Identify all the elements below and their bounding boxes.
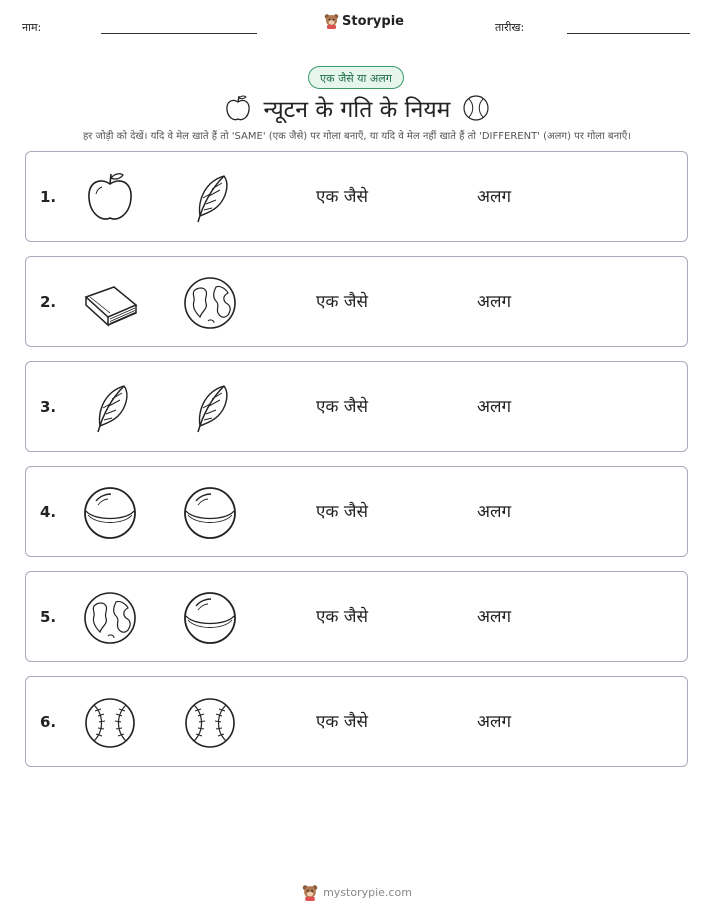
item-number: 2. <box>40 293 57 311</box>
item-card <box>25 361 688 452</box>
same-option[interactable]: एक जैसे <box>316 292 368 312</box>
different-option[interactable]: अलग <box>477 187 512 207</box>
same-option[interactable]: एक जैसे <box>316 607 368 627</box>
logo-text: Storypie <box>342 13 404 29</box>
item-number: 5. <box>40 608 57 626</box>
name-label: नाम: <box>22 21 42 34</box>
item-card <box>25 151 688 242</box>
item-card <box>25 466 688 557</box>
bear-icon <box>302 884 318 901</box>
item-card <box>25 676 688 767</box>
baseball-icon <box>462 94 490 122</box>
different-option[interactable]: अलग <box>477 712 512 732</box>
different-option[interactable]: अलग <box>477 292 512 312</box>
name-line[interactable] <box>101 33 257 34</box>
ball-icon <box>180 485 240 541</box>
feather-icon <box>180 170 240 226</box>
item-number: 3. <box>40 398 57 416</box>
date-line[interactable] <box>567 33 690 34</box>
page-title: न्यूटन के गति के नियम <box>263 97 451 123</box>
earth-icon <box>80 590 140 646</box>
same-option[interactable]: एक जैसे <box>316 187 368 207</box>
ball-icon <box>80 485 140 541</box>
instructions: हर जोड़ी को देखें। यदि वे मेल खाते हैं तो 'SAME' (एक जैसे) पर गोला बनाएँ, या यदि वे मेल नहीं खाते हैं तो 'DIFFERENT' (अलग) पर गोला बनाएँ। <box>82 131 632 142</box>
different-option[interactable]: अलग <box>477 397 512 417</box>
baseball-icon <box>80 695 140 751</box>
item-card <box>25 256 688 347</box>
same-option[interactable]: एक जैसे <box>316 397 368 417</box>
item-number: 1. <box>40 188 57 206</box>
footer-url[interactable]: mystorypie.com <box>323 886 412 899</box>
apple-icon <box>224 93 252 123</box>
apple-icon <box>80 170 140 226</box>
storypie-logo <box>324 13 404 29</box>
date-label: तारीख: <box>495 21 525 34</box>
feather-icon <box>180 380 240 436</box>
different-option[interactable]: अलग <box>477 502 512 522</box>
book-icon <box>80 275 140 331</box>
same-option[interactable]: एक जैसे <box>316 502 368 522</box>
baseball-icon <box>180 695 240 751</box>
different-option[interactable]: अलग <box>477 607 512 627</box>
bear-icon <box>324 13 339 29</box>
item-number: 6. <box>40 713 57 731</box>
ball-icon <box>180 590 240 646</box>
title-row <box>0 90 714 126</box>
item-card <box>25 571 688 662</box>
feather-icon <box>80 380 140 436</box>
item-number: 4. <box>40 503 57 521</box>
category-badge: एक जैसे या अलग <box>308 66 404 89</box>
earth-icon <box>180 275 240 331</box>
header <box>0 0 714 50</box>
footer <box>0 884 714 901</box>
same-option[interactable]: एक जैसे <box>316 712 368 732</box>
